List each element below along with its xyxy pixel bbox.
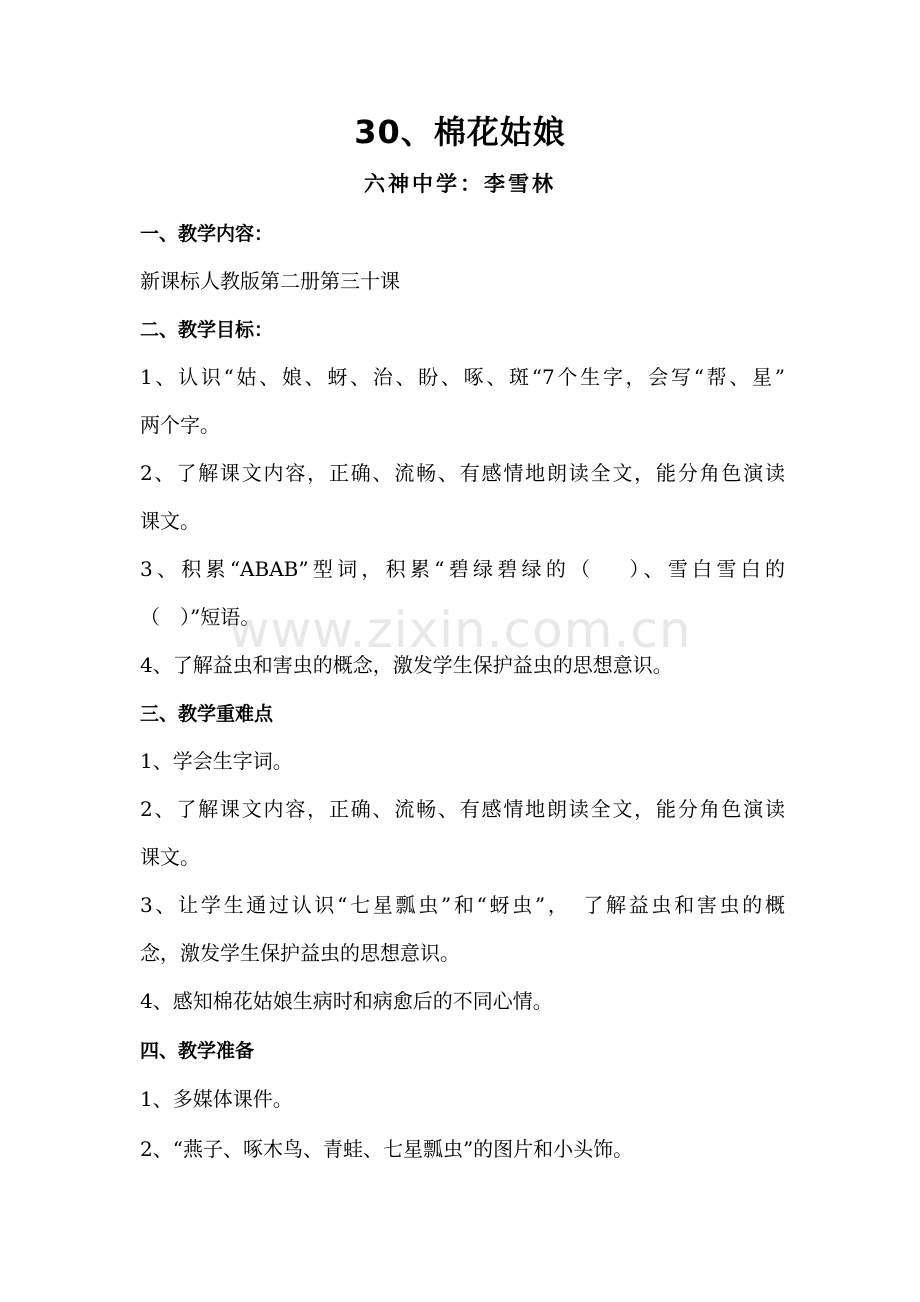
watermark: www.zixin.com.cn (228, 601, 692, 659)
body-line: 4、感知棉花姑娘生病时和病愈后的不同心情。 (140, 989, 553, 1013)
page-title: 30、棉花姑娘 (354, 113, 566, 151)
section-heading-content: 一、教学内容： (140, 223, 274, 245)
body-line: 4、了解益虫和害虫的概念，激发学生保护益虫的思想意识。 (140, 653, 673, 677)
body-line: 新课标人教版第二册第三十课 (140, 269, 400, 293)
body-line: 3、让学生通过认识“七星瓢虫”和“蚜虫”， 了解益虫和害虫的概 (140, 893, 785, 917)
section-heading-key-points: 三、教学重难点 (140, 703, 274, 725)
body-line: 1、多媒体课件。 (140, 1087, 293, 1111)
body-line: 1、认识“姑、娘、蚜、治、盼、啄、斑“7个生字，会写“帮、星” (140, 365, 785, 389)
section-heading-goals: 二、教学目标： (140, 319, 274, 341)
body-line: 1、学会生字词。 (140, 749, 293, 773)
body-line: （ ）”短语。 (140, 605, 261, 629)
section-heading-preparation: 四、教学准备 (140, 1040, 255, 1062)
body-line: 念，激发学生保护益虫的思想意识。 (140, 941, 460, 965)
body-line: 2、了解课文内容，正确、流畅、有感情地朗读全文，能分角色演读 (140, 461, 785, 485)
body-line: 两个字。 (140, 413, 220, 437)
page-subtitle: 六神中学：李雪林 (364, 171, 556, 196)
body-line: 2、“燕子、啄木鸟、青蛙、七星瓢虫”的图片和小头饰。 (140, 1137, 634, 1161)
body-line: 3、积累“ABAB”型词，积累“碧绿碧绿的（ ）、雪白雪白的 (140, 557, 785, 581)
body-line: 2、了解课文内容，正确、流畅、有感情地朗读全文，能分角色演读 (140, 797, 785, 821)
body-line: 课文。 (140, 845, 200, 869)
body-line: 课文。 (140, 509, 200, 533)
